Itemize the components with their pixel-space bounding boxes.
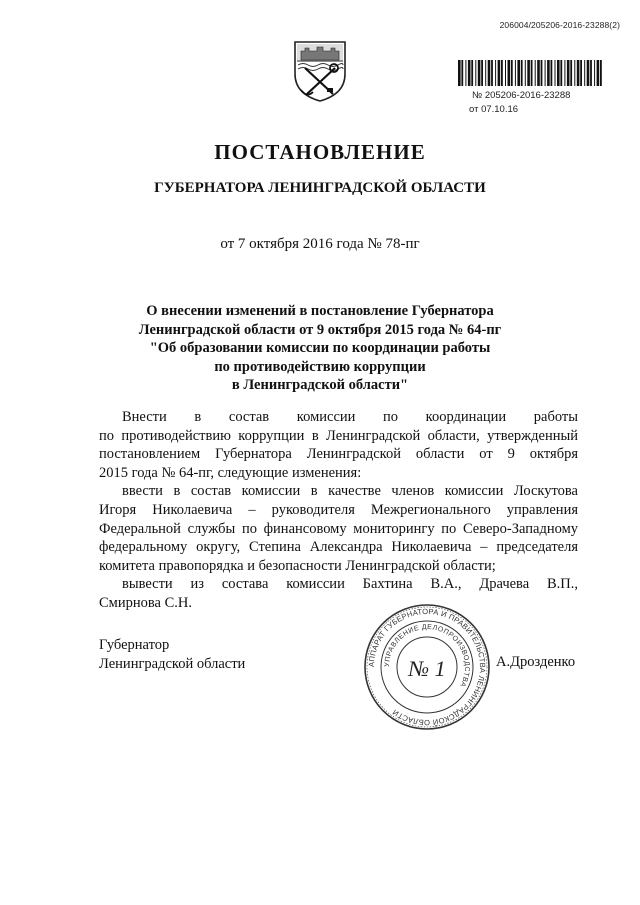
heading-line: "Об образовании комиссии по координации работы	[149, 340, 491, 356]
signer-title	[99, 636, 245, 673]
official-seal-stamp	[362, 602, 492, 732]
seal-inner-text: УПРАВЛЕНИЕ ДЕЛОПРОИЗВОДСТВА	[383, 623, 471, 689]
coat-of-arms-emblem	[291, 38, 349, 104]
decree-date-number: от 7 октября 2016 года № 78-пг	[220, 236, 420, 252]
heading-line: в Ленинградской области"	[231, 377, 409, 393]
heading-line: по противодействию коррупции	[214, 358, 426, 375]
signer-name: А.Дрозденко	[496, 654, 576, 670]
registration-date: от 07.10.16	[469, 104, 519, 115]
signer-region: Ленинградской области	[99, 655, 246, 672]
heading-line: Ленинградской области от 9 октября 2015 года № 64-пг	[138, 321, 502, 338]
registration-number: № 205206-2016-23288	[472, 90, 571, 101]
body-line: Игоря Николаевича – руководителя Межрегионального управления	[99, 501, 578, 518]
signer-position: Губернатор	[99, 637, 170, 653]
body-line: федеральному округу, Степина Александра Николаевича – председателя	[99, 539, 578, 556]
barcode	[458, 60, 604, 86]
document-code: 206004/205206-2016-23288(2)	[499, 20, 620, 30]
body-line: комитета правопорядка и безопасности Ленинградской области;	[99, 557, 496, 574]
body-line: ввести в состав комиссии в качестве членов комиссии Лоскутова	[122, 483, 578, 500]
decree-body	[99, 408, 578, 613]
document-subtitle: ГУБЕРНАТОРА ЛЕНИНГРАДСКОЙ ОБЛАСТИ	[154, 180, 486, 196]
heading-line: О внесении изменений в постановление Губернатора	[146, 303, 494, 319]
seal-outer-text: АППАРАТ ГУБЕРНАТОРА И ПРАВИТЕЛЬСТВА ЛЕНИНГРАДСКОЙ ОБЛАСТИ	[366, 606, 488, 728]
document-title: ПОСТАНОВЛЕНИЕ	[214, 140, 426, 164]
body-line: вывести из состава комиссии Бахтина В.А., Драчева В.П.,	[122, 576, 578, 593]
body-line: Федеральной службы по финансовому мониторингу по Северо-Западному	[99, 520, 578, 537]
decree-heading	[0, 302, 640, 395]
seal-center-number: № 1	[408, 656, 446, 681]
body-line: постановлением Губернатора Ленинградской области от 9 октября	[99, 446, 578, 463]
body-line: 2015 года № 64-пг, следующие изменения:	[99, 464, 362, 481]
body-line: по противодействию коррупции в Ленинградской области, утвержденный	[99, 427, 578, 444]
body-line: Смирнова С.Н.	[99, 594, 192, 611]
body-line: Внести в состав комиссии по координации работы	[122, 409, 578, 425]
